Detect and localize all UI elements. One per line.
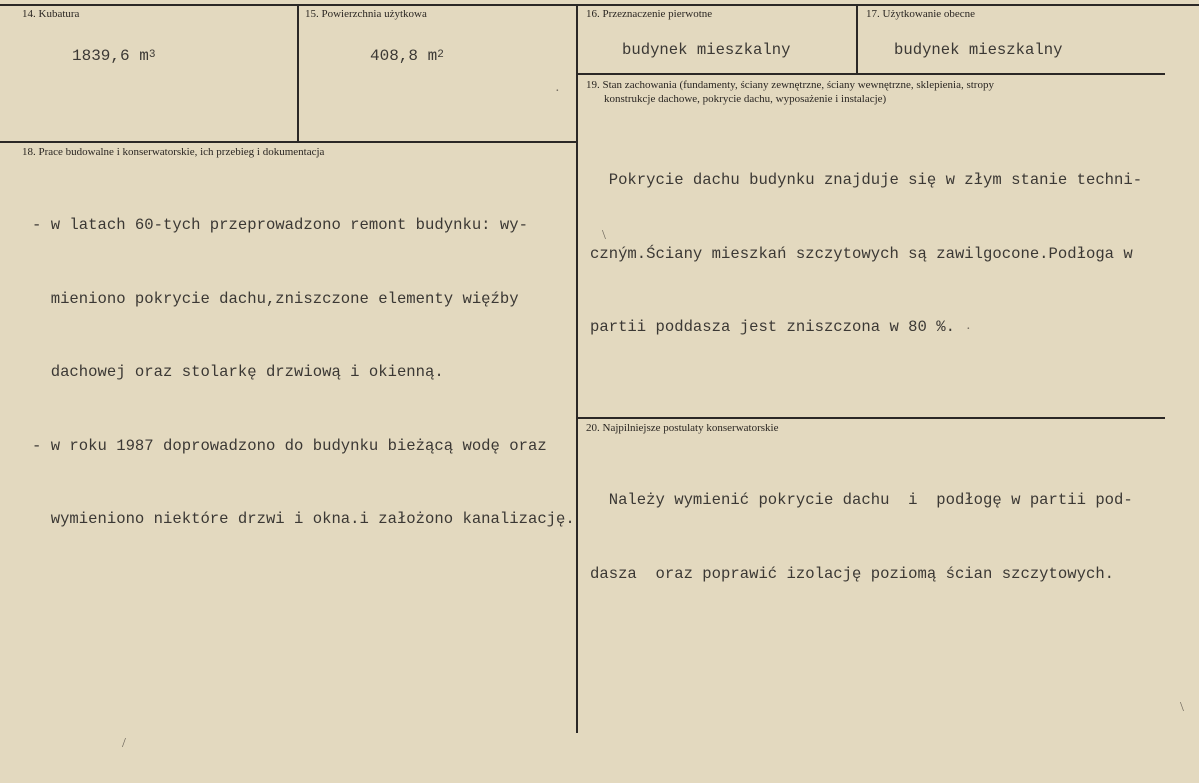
paper-speck: / — [122, 736, 126, 751]
kubatura-unit-exponent: 3 — [148, 49, 156, 61]
main-column-divider — [576, 4, 578, 733]
field-14-label: 14. Kubatura — [22, 8, 80, 20]
field-20-label: 20. Najpilniejsze postulaty konserwatorskie — [586, 422, 779, 434]
kubatura-value: 1839,6 m — [72, 47, 149, 65]
field-18-line: wymieniono niektóre drzwi i okna.i założono kanalizację. — [32, 510, 575, 528]
paper-speck: · — [555, 84, 560, 99]
paper-speck: \ — [1180, 700, 1184, 715]
field-19-label-line-1: 19. Stan zachowania (fundamenty, ściany zewnętrzne, ściany wewnętrzne, sklepienia, stropy — [586, 79, 994, 91]
field-20-text — [590, 439, 1133, 635]
field-16-value: budynek mieszkalny — [622, 41, 791, 59]
top-border — [0, 4, 1199, 6]
field-19-line: Pokrycie dachu budynku znajduje się w złym stanie techni- — [590, 171, 1143, 189]
area-unit-exponent: 2 — [437, 49, 444, 61]
field-20-line: Należy wymienić pokrycie dachu i podłogę w partii pod- — [590, 491, 1133, 509]
field-15-label: 15. Powierzchnia użytkowa — [305, 8, 427, 20]
area-value: 408,8 m — [370, 47, 438, 65]
divider-14-15 — [297, 4, 299, 141]
divider-14-18 — [0, 141, 576, 143]
field-14-value — [72, 47, 155, 65]
field-19-text — [590, 119, 1142, 389]
paper-speck: \ — [602, 228, 606, 243]
field-16-label: 16. Przeznaczenie pierwotne — [586, 8, 713, 20]
field-18-line: - w latach 60-tych przeprowadzono remont budynku: wy- — [32, 216, 528, 234]
field-19-label-line-2: konstrukcje dachowe, pokrycie dachu, wyposażenie i instalacje) — [604, 93, 887, 105]
field-17-label: 17. Użytkowanie obecne — [866, 8, 976, 20]
field-18-label: 18. Prace budowalne i konserwatorskie, ich przebieg i dokumentacja — [22, 146, 325, 158]
paper-speck: · — [966, 322, 971, 337]
divider-16-19 — [578, 73, 1165, 75]
field-19-line: partii poddasza jest zniszczona w 80 %. — [590, 318, 955, 336]
field-17-value: budynek mieszkalny — [894, 41, 1063, 59]
field-15-value — [370, 47, 444, 65]
field-18-line: mieniono pokrycie dachu,zniszczone elementy więźby — [32, 289, 519, 308]
field-18-text — [32, 164, 575, 581]
divider-19-20 — [578, 417, 1165, 419]
field-20-line: dasza oraz poprawić izolację poziomą ścian szczytowych. — [590, 564, 1115, 583]
field-18-line: - w roku 1987 doprowadzono do budynku bieżącą wodę oraz — [32, 436, 547, 455]
field-18-line: dachowej oraz stolarkę drzwiową i okienną. — [32, 363, 444, 381]
field-19-line: czným.Ściany mieszkań szczytowych są zawilgocone.Podłoga w — [590, 244, 1133, 263]
divider-16-17 — [856, 4, 858, 74]
